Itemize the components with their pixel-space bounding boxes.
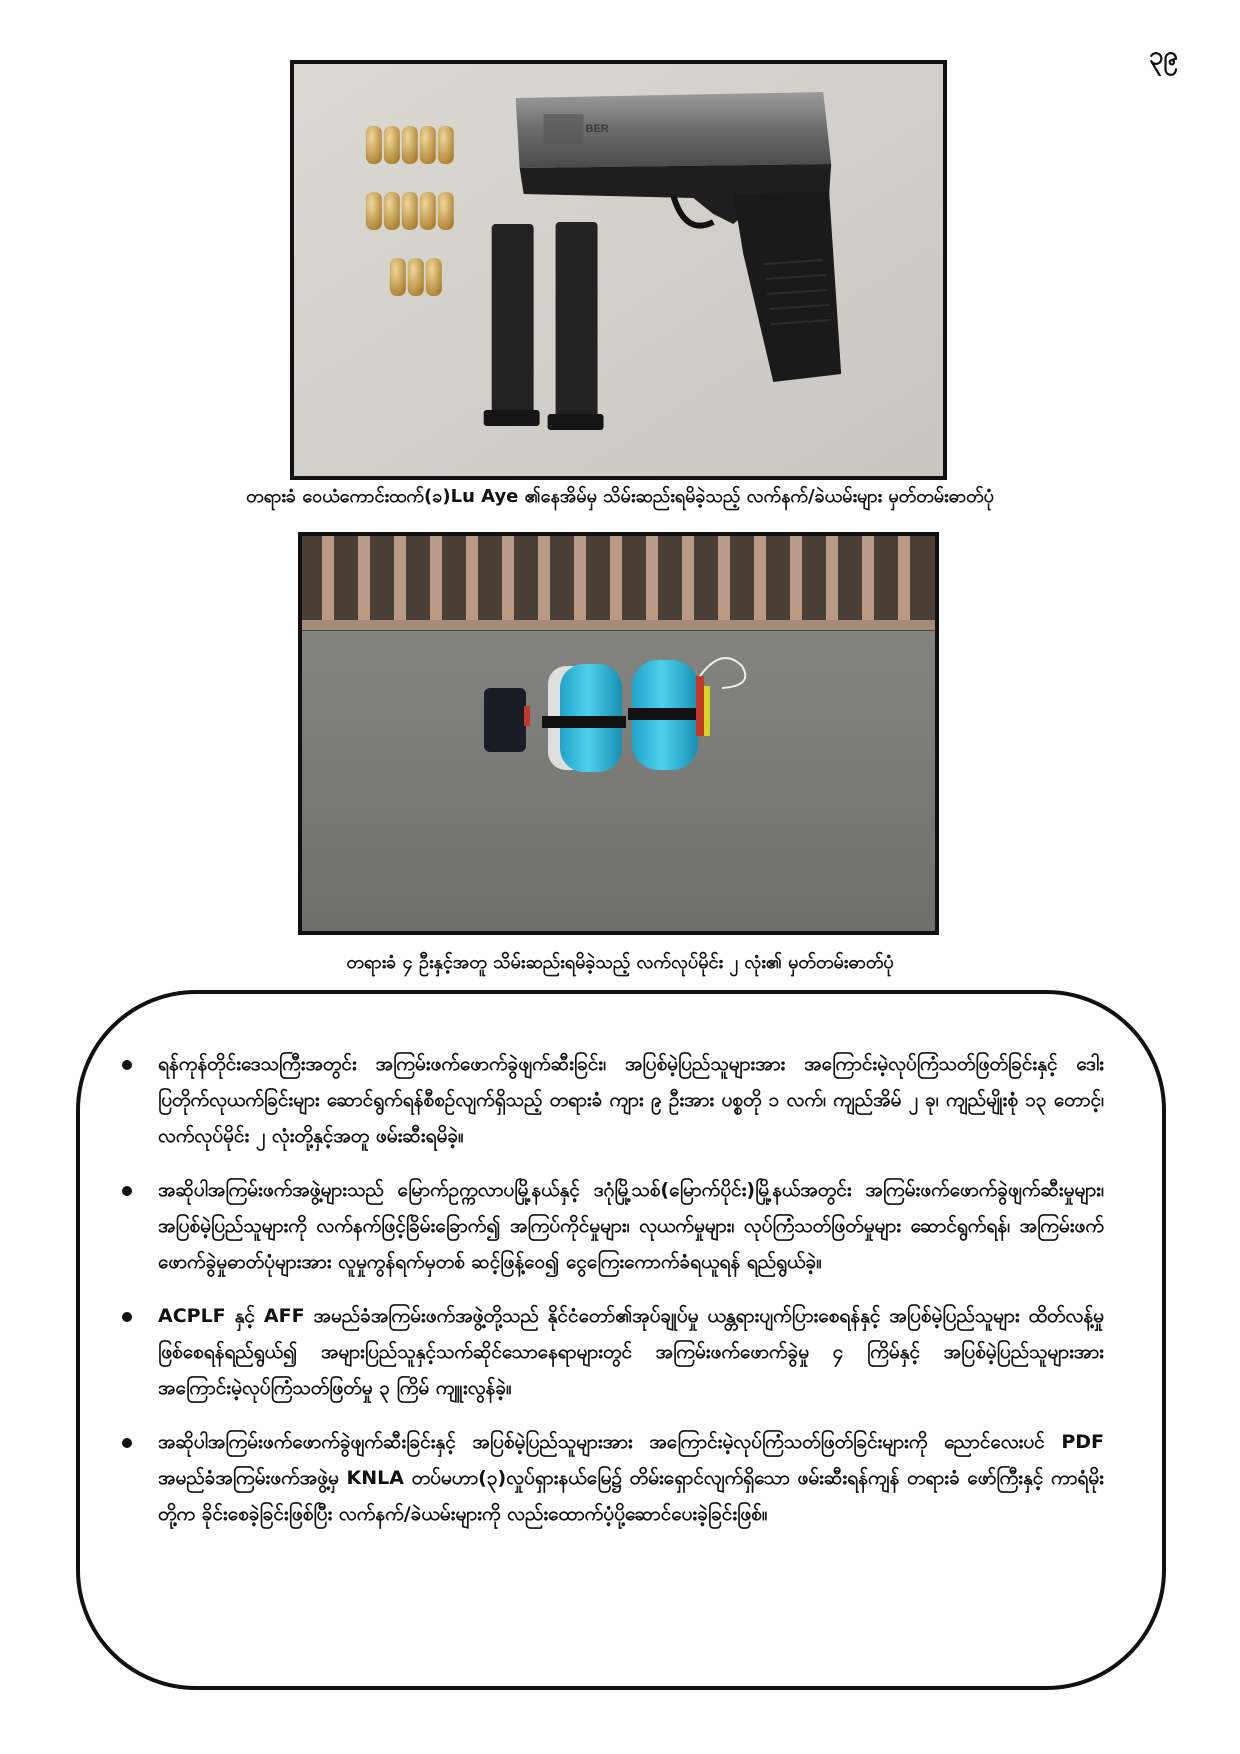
bullet-text: ACPLF နှင့် AFF အမည်ခံအကြမ်းဖက်အဖွဲ့တို့သည် နိုင်ငံတော်၏အုပ်ချုပ်မှု ယန္တရားပျက်ပြားစေရန်နှင့် အပြစ်မဲ့ပြည်သူများ ထိတ်လန့်မှုဖြစ်စေရန်ရည်ရွယ်၍ အများပြည်သူနှင့်သက်ဆိုင်သောနေရာများတွင် အကြမ်းဖက်ဖောက်ခွဲမှု ၄ ကြိမ်နှင့် အပြစ်မဲ့ပြည်သူများအား အကြောင်းမဲ့လုပ်ကြံသတ်ဖြတ်မှု ၃ ကြိမ် ကျူးလွန်ခဲ့။: [158, 1305, 1104, 1399]
bullet-text: ရန်ကုန်တိုင်းဒေသကြီးအတွင်း အကြမ်းဖက်ဖောက်ခွဲဖျက်ဆီးခြင်း၊ အပြစ်မဲ့ပြည်သူများအား အကြောင်းမဲ့လုပ်ကြံသတ်ဖြတ်ခြင်းနှင့် ဒေါးပြတိုက်လုယက်ခြင်းများ ဆောင်ရွက်ရန်စီစဉ်လျက်ရှိသည့် တရားခံ ကျား ၉ ဦးအား ပစ္စတို ၁ လက်၊ ကျည်အိမ် ၂ ခု၊ ကျည်မျိုးစုံ ၁၃ တောင့်၊ လက်လုပ်မိုင်း ၂ လုံးတို့နှင့်အတူ ဖမ်းဆီးရမိခဲ့။: [158, 1053, 1104, 1147]
photo-caption-2: တရားခံ ၄ ဦးနှင့်အတူ သိမ်းဆည်းရမိခဲ့သည့် လက်လုပ်မိုင်း ၂ လုံး၏ မှတ်တမ်းဓာတ်ပုံ: [346, 952, 894, 973]
summary-box: [76, 990, 1166, 1690]
bullet-icon: [122, 1438, 132, 1448]
bullet-icon: [122, 1060, 132, 1070]
battery-pack: [484, 688, 530, 752]
bullets-row-1: [366, 126, 454, 164]
page-number: ၃၉: [1148, 41, 1178, 71]
bullet-item: [158, 1172, 1104, 1280]
bullet-item: [158, 1298, 1104, 1406]
bullet-icon: [122, 1312, 132, 1322]
summary-bullets: [158, 1046, 1104, 1532]
bullet-text: အဆိုပါအကြမ်းဖက်အဖွဲ့များသည် မြောက်ဥက္ကလာပမြို့နယ်နှင့် ဒဂုံမြို့သစ်(မြောက်ပိုင်း)မြို့နယ်အတွင်း အကြမ်းဖက်ဖောက်ခွဲဖျက်ဆီးမှုများ၊ အပြစ်မဲ့ပြည်သူများကို လက်နက်ဖြင့်ခြိမ်းခြောက်၍ အကြပ်ကိုင်မှုများ၊ လုယက်မှုများ၊ လုပ်ကြံသတ်ဖြတ်မှုများ ဆောင်ရွက်ရန်၊ အကြမ်းဖက်ဖောက်ခွဲမှုဓာတ်ပုံများအား လူမှုကွန်ရက်မှတစ် ဆင့်ဖြန့်ဝေ၍ ငွေကြေးကောက်ခံရယူရန် ရည်ရွယ်ခဲ့။: [158, 1179, 1104, 1273]
pistol-engraving: BER: [585, 122, 609, 136]
homemade-mine-1: [542, 664, 626, 772]
seized-weapons-photo: [290, 60, 947, 480]
magazine-1: [484, 224, 540, 426]
mines-illustration: [302, 536, 935, 931]
photo-caption-1: တရားခံ ဝေယံကောင်းထက်(ခ)Lu Aye ၏နေအိမ်မှ သိမ်းဆည်းရမိခဲ့သည့် လက်နက်/ခဲယမ်းများ မှတ်တမ်းဓာတ်ပုံ: [246, 486, 994, 507]
pistol-ammo-illustration: [294, 64, 943, 476]
bullet-item: [158, 1046, 1104, 1154]
bullet-text: အဆိုပါအကြမ်းဖက်ဖောက်ခွဲဖျက်ဆီးခြင်းနှင့် အပြစ်မဲ့ပြည်သူများအား အကြောင်းမဲ့လုပ်ကြံသတ်ဖြတ်ခြင်းများကို ညောင်လေးပင် PDF အမည်ခံအကြမ်းဖက်အဖွဲ့မှ KNLA တပ်မဟာ(၃)လှုပ်ရှားနယ်မြေ၌ တိမ်းရှောင်လျက်ရှိသော ဖမ်းဆီးရန်ကျန် တရားခံ ဖော်ကြီးနှင့် ကာရံမိုးတို့က ခိုင်းစေခဲ့ခြင်းဖြစ်ပြီး လက်နက်/ခဲယမ်းများကို လည်းထောက်ပံ့ပို့ဆောင်ပေးခဲ့ခြင်းဖြစ်။: [158, 1431, 1104, 1525]
bullets-row-3: [390, 258, 442, 296]
bullet-item: [158, 1424, 1104, 1532]
bullet-icon: [122, 1186, 132, 1196]
seized-mines-photo: [298, 532, 939, 935]
bullets-row-2: [366, 192, 454, 230]
magazine-2: [548, 222, 604, 430]
